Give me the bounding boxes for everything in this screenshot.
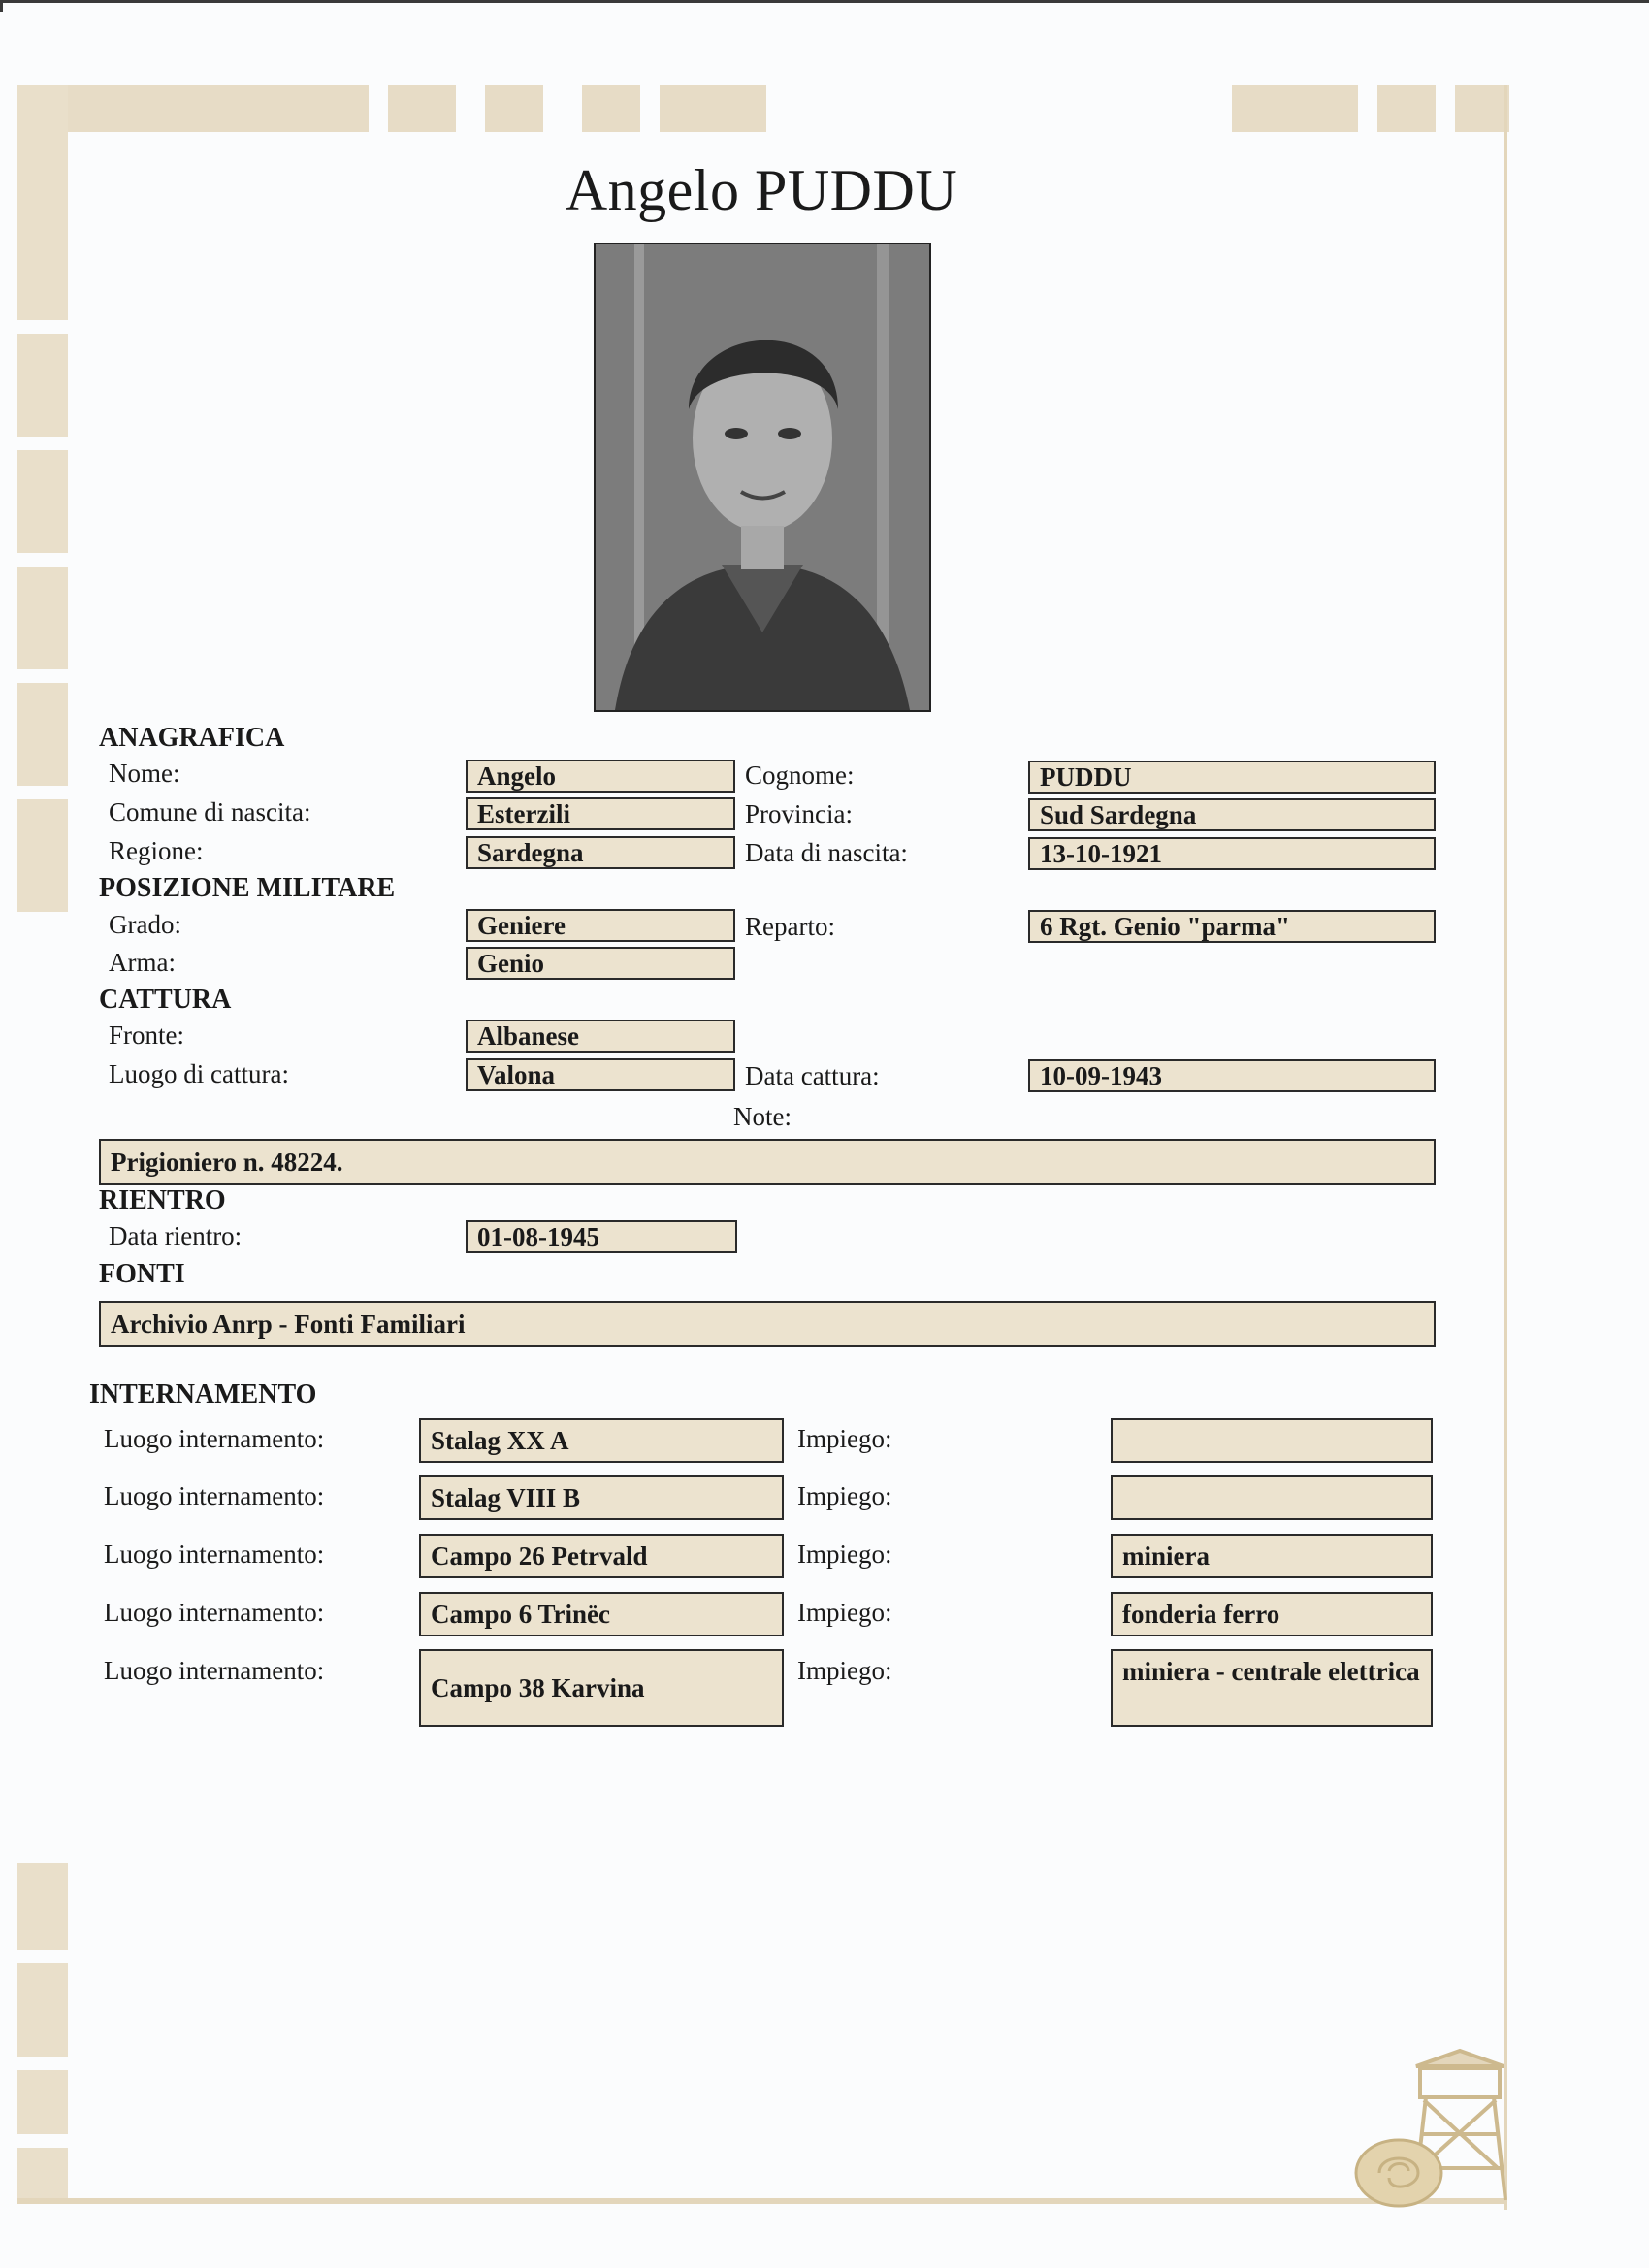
frame-top-band: [17, 85, 1509, 132]
field-fronte[interactable]: Albanese: [466, 1020, 735, 1053]
frame-gap: [17, 437, 68, 450]
scan-top-tick: [0, 0, 3, 12]
field-impiego[interactable]: miniera - centrale elettrica: [1111, 1649, 1433, 1727]
frame-gap: [766, 85, 1232, 132]
field-reparto[interactable]: 6 Rgt. Genio "parma": [1028, 910, 1436, 943]
field-arma[interactable]: Genio: [466, 947, 735, 980]
frame-gap: [1358, 85, 1377, 132]
field-comune[interactable]: Esterzili: [466, 797, 735, 830]
field-luogo-internamento[interactable]: Campo 38 Karvina: [419, 1649, 784, 1727]
field-regione[interactable]: Sardegna: [466, 836, 735, 869]
label-luogo-internamento: Luogo internamento:: [104, 1656, 325, 1685]
frame-gap: [1436, 85, 1455, 132]
rose-icon: [1350, 2134, 1447, 2212]
field-impiego[interactable]: miniera: [1111, 1534, 1433, 1578]
section-posizione-militare: POSIZIONE MILITARE: [99, 873, 396, 903]
label-data-nascita: Data di nascita:: [745, 838, 908, 867]
frame-gap: [17, 1950, 68, 1963]
field-luogo-internamento[interactable]: Campo 6 Trinëc: [419, 1592, 784, 1636]
label-impiego: Impiego:: [797, 1539, 892, 1569]
section-anagrafica: ANAGRAFICA: [99, 723, 285, 753]
portrait-photo: [594, 243, 931, 712]
field-impiego[interactable]: fonderia ferro: [1111, 1592, 1433, 1636]
label-regione: Regione:: [109, 836, 204, 865]
frame-gap: [17, 2134, 68, 2148]
label-data-cattura: Data cattura:: [745, 1061, 880, 1090]
label-cognome: Cognome:: [745, 761, 855, 790]
label-luogo-internamento: Luogo internamento:: [104, 1598, 325, 1627]
label-impiego: Impiego:: [797, 1424, 892, 1453]
frame-gap: [640, 85, 660, 132]
field-provincia[interactable]: Sud Sardegna: [1028, 798, 1436, 831]
label-luogo-cattura: Luogo di cattura:: [109, 1059, 289, 1088]
label-nome: Nome:: [109, 759, 180, 788]
label-provincia: Provincia:: [745, 799, 853, 828]
field-data-cattura[interactable]: 10-09-1943: [1028, 1059, 1436, 1092]
label-luogo-internamento: Luogo internamento:: [104, 1424, 325, 1453]
frame-gap: [17, 669, 68, 683]
label-comune: Comune di nascita:: [109, 797, 311, 826]
frame-bottom-line: [17, 2198, 1507, 2204]
scan-top-rule: [0, 0, 1649, 3]
frame-gap: [543, 85, 582, 132]
label-impiego: Impiego:: [797, 1481, 892, 1510]
field-note[interactable]: Prigioniero n. 48224.: [99, 1139, 1436, 1185]
frame-gap: [17, 553, 68, 567]
field-fonti[interactable]: Archivio Anrp - Fonti Familiari: [99, 1301, 1436, 1347]
label-reparto: Reparto:: [745, 912, 835, 941]
label-grado: Grado:: [109, 910, 181, 939]
section-cattura: CATTURA: [99, 985, 232, 1015]
portrait-icon: [596, 244, 929, 710]
label-luogo-internamento: Luogo internamento:: [104, 1481, 325, 1510]
field-impiego[interactable]: [1111, 1475, 1433, 1520]
label-impiego: Impiego:: [797, 1656, 892, 1685]
field-nome[interactable]: Angelo: [466, 760, 735, 793]
section-internamento: INTERNAMENTO: [89, 1379, 317, 1409]
label-data-rientro: Data rientro:: [109, 1221, 242, 1250]
field-grado[interactable]: Geniere: [466, 909, 735, 942]
frame-gap: [17, 320, 68, 334]
frame-gap: [17, 912, 68, 1863]
label-note: Note:: [733, 1102, 792, 1131]
label-fronte: Fronte:: [109, 1021, 184, 1050]
field-luogo-cattura[interactable]: Valona: [466, 1058, 735, 1091]
field-data-rientro[interactable]: 01-08-1945: [466, 1220, 737, 1253]
frame-gap: [369, 85, 388, 132]
frame-gap: [17, 786, 68, 799]
field-data-nascita[interactable]: 13-10-1921: [1028, 837, 1436, 870]
frame-gap: [17, 2057, 68, 2070]
field-luogo-internamento[interactable]: Campo 26 Petrvald: [419, 1534, 784, 1578]
section-fonti: FONTI: [99, 1259, 185, 1289]
label-impiego: Impiego:: [797, 1598, 892, 1627]
label-luogo-internamento: Luogo internamento:: [104, 1539, 325, 1569]
field-cognome[interactable]: PUDDU: [1028, 761, 1436, 794]
label-arma: Arma:: [109, 948, 176, 977]
field-luogo-internamento[interactable]: Stalag XX A: [419, 1418, 784, 1463]
field-impiego[interactable]: [1111, 1418, 1433, 1463]
section-rientro: RIENTRO: [99, 1185, 226, 1215]
page-title: Angelo PUDDU: [565, 158, 958, 222]
frame-right-line: [1504, 85, 1507, 2210]
frame-gap: [456, 85, 485, 132]
field-luogo-internamento[interactable]: Stalag VIII B: [419, 1475, 784, 1520]
